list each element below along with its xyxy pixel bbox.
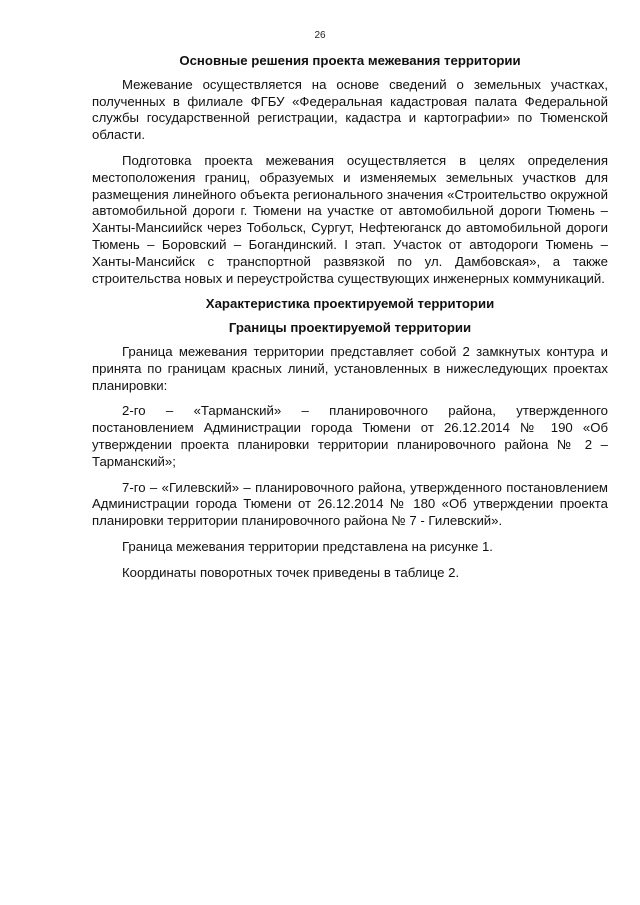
paragraph-intro-1: Межевание осуществляется на основе сведений о земельных участках, полученных в филиале ФГБУ «Федеральная кадастровая палата Федеральной службы государственной регистрации, кадастра и картографии» по Тюменской области. <box>92 76 608 143</box>
paragraph-boundaries-1: Граница межевания территории представляет собой 2 замкнутых контура и принята по границам красных линий, установленных в нижеследующих проектах планировки: <box>92 343 608 393</box>
paragraph-boundaries-3: 7-го – «Гилевский» – планировочного района, утвержденного постановлением Администрации города Тюмени от 26.12.2014 № 180 «Об утверждении проекта планировки территории планировочного района № 7 - Гилевский». <box>92 479 608 529</box>
paragraph-boundaries-4: Граница межевания территории представлена на рисунке 1. <box>122 538 493 554</box>
paragraph-intro-2: Подготовка проекта межевания осуществляется в целях определения местоположения границ, образуемых и изменяемых земельных участков для размещения линейного объекта регионального значения «Строительство окружной автомобильной дороги г. Тюмени на участке от автомобильной дороги Тюмень – Ханты-Мансиийск через Тобольск, Сургут, Нефтеюганск до автомобильной дороги Тюмень – Боровский – Богандинский. I этап. Участок от автодороги Тюмень – Ханты-Мансийск с транспортной развязкой по ул. Дамбовская», а также строительства новых и переустройства существующих инженерных коммуникаций. <box>92 152 608 286</box>
section-title: Основные решения проекта межевания территории <box>179 53 521 68</box>
document-body <box>92 50 608 591</box>
page-number: 26 <box>314 30 326 41</box>
paragraph-boundaries-2: 2-го – «Тарманский» – планировочного района, утвержденного постановлением Администрации города Тюмени от 26.12.2014 № 190 «Об утверждении проекта планировки территории планировочного района № 2 – Тарманский»; <box>92 403 608 469</box>
paragraph-boundaries-5: Координаты поворотных точек приведены в таблице 2. <box>122 564 460 580</box>
subtitle-boundaries: Границы проектируемой территории <box>228 320 472 336</box>
subtitle-characteristics: Характеристика проектируемой территории <box>205 296 495 312</box>
